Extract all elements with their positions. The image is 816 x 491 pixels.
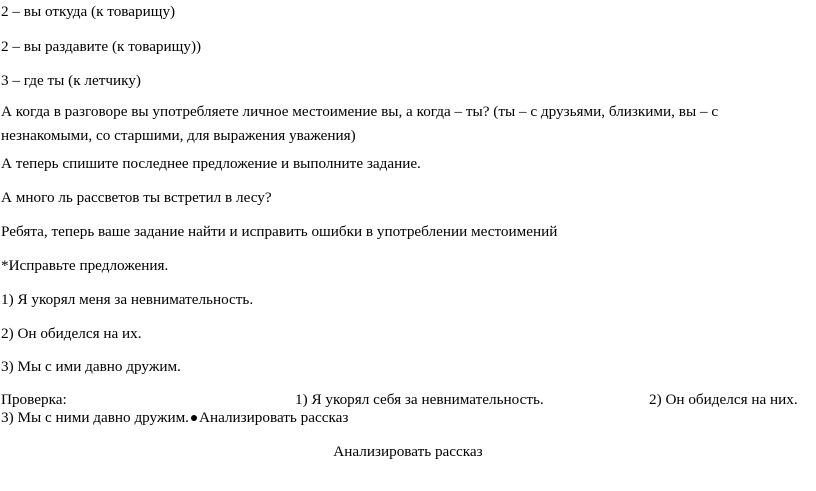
sentence-3: 3) Мы с ими давно дружим. [1, 358, 181, 375]
answer-3: 3) Мы с ними давно дружим. [1, 409, 189, 426]
line-1: 2 – вы откуда (к товарищу) [1, 3, 176, 20]
sentence-2: 2) Он обиделся на их. [1, 325, 142, 342]
task-line: А теперь спишите последнее предложение и выполните задание. [1, 155, 421, 172]
analyze-title: Анализировать рассказ [333, 443, 483, 460]
analyze-inline: Анализировать рассказ [198, 409, 349, 426]
check-label: Проверка: [1, 391, 67, 408]
pronoun-question: А когда в разговоре вы употребляете личное местоимение вы, а когда – ты? (ты – с друзьями, близкими, вы – с незнакомыми, со старшими, для выражения уважения) [1, 103, 719, 144]
line-2: 2 – вы раздавите (к товарищу)) [1, 38, 202, 55]
sentence-1: 1) Я укорял меня за невнимательность. [1, 291, 254, 308]
answer-3-row [1, 408, 348, 427]
find-errors-line: Ребята, теперь ваше задание найти и исправить ошибки в употреблении местоимений [1, 223, 558, 240]
answer-2: 2) Он обиделся на них. [649, 391, 798, 408]
bullet-icon [191, 415, 197, 421]
quote-line: А много ль рассветов ты встретил в лесу? [1, 189, 272, 206]
line-3: 3 – где ты (к летчику) [1, 72, 141, 89]
fix-sentences-line: *Исправьте предложения. [1, 257, 169, 274]
answer-1: 1) Я укорял себя за невнимательность. [295, 391, 544, 408]
